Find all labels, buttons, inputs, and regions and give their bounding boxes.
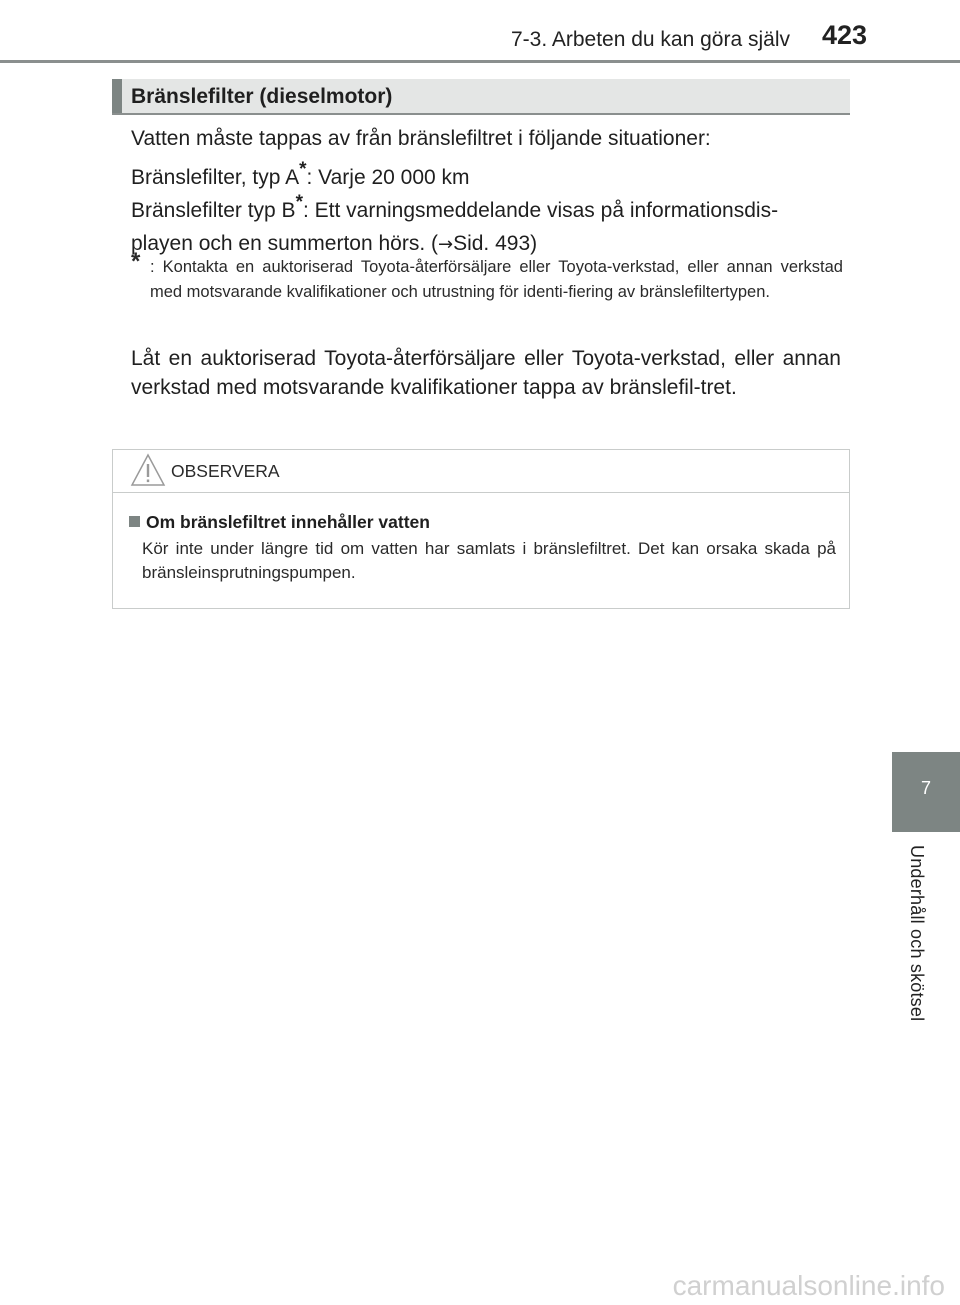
- filter-b-line: [131, 194, 841, 227]
- page-reference-link[interactable]: Sid. 493): [453, 232, 538, 255]
- notice-text: Kör inte under längre tid om vatten har samlats i bränslefiltret. Det kan orsaka skada på bränsleinsprutningspumpen.: [142, 539, 836, 582]
- filter-types-paragraph: [131, 161, 841, 261]
- notice-subtitle: [129, 512, 430, 533]
- footnote-text: : Kontakta en auktoriserad Toyota-återförsäljare eller Toyota-verkstad, eller annan verkstad med motsvarande kvalifikationer och utrustning för identi-fiering av bränslefiltertypen.: [150, 258, 843, 301]
- page-number: 423: [822, 20, 868, 50]
- watermark: carmanualsonline.info: [672, 1270, 945, 1301]
- header-section-title: 7-3. Arbeten du kan göra själv: [510, 28, 790, 51]
- arrow-right-icon: →: [437, 234, 454, 255]
- chapter-tab: [892, 752, 960, 832]
- filter-b-text: : Ett varningsmeddelande visas på informationsdis-: [302, 199, 779, 222]
- section-title: Bränslefilter (dieselmotor): [131, 85, 393, 108]
- bullet-square-icon: [129, 516, 140, 527]
- intro-paragraph: Vatten måste tappas av från bränslefiltret i följande situationer:: [131, 127, 711, 150]
- notice-header: [113, 450, 849, 493]
- warning-triangle-icon: [130, 453, 166, 487]
- footnote-asterisk: *: [131, 248, 141, 275]
- workshop-paragraph: Låt en auktoriserad Toyota-återförsäljare eller Toyota-verkstad, eller annan verkstad med motsvarande kvalifikationer tappa av bränslefil-tret.: [131, 347, 841, 399]
- asterisk-mark: *: [299, 159, 307, 180]
- asterisk-mark: *: [295, 192, 303, 213]
- section-heading-bar: [112, 79, 850, 115]
- chapter-label: Underhåll och skötsel: [907, 845, 927, 1022]
- notice-label: OBSERVERA: [171, 461, 280, 481]
- notice-box: [112, 449, 850, 609]
- filter-a-text: : Varje 20 000 km: [306, 166, 470, 189]
- filter-b-label: Bränslefilter typ B: [131, 199, 296, 222]
- filter-b-text-2: playen och en summerton hörs. (: [131, 232, 438, 255]
- filter-a-label: Bränslefilter, typ A: [131, 166, 300, 189]
- section-accent: [112, 79, 122, 113]
- chapter-number: 7: [920, 778, 931, 798]
- notice-subtitle-text: Om bränslefiltret innehåller vatten: [146, 512, 430, 532]
- filter-a-line: [131, 161, 841, 194]
- footnote: [131, 248, 843, 305]
- header-divider: [0, 60, 960, 63]
